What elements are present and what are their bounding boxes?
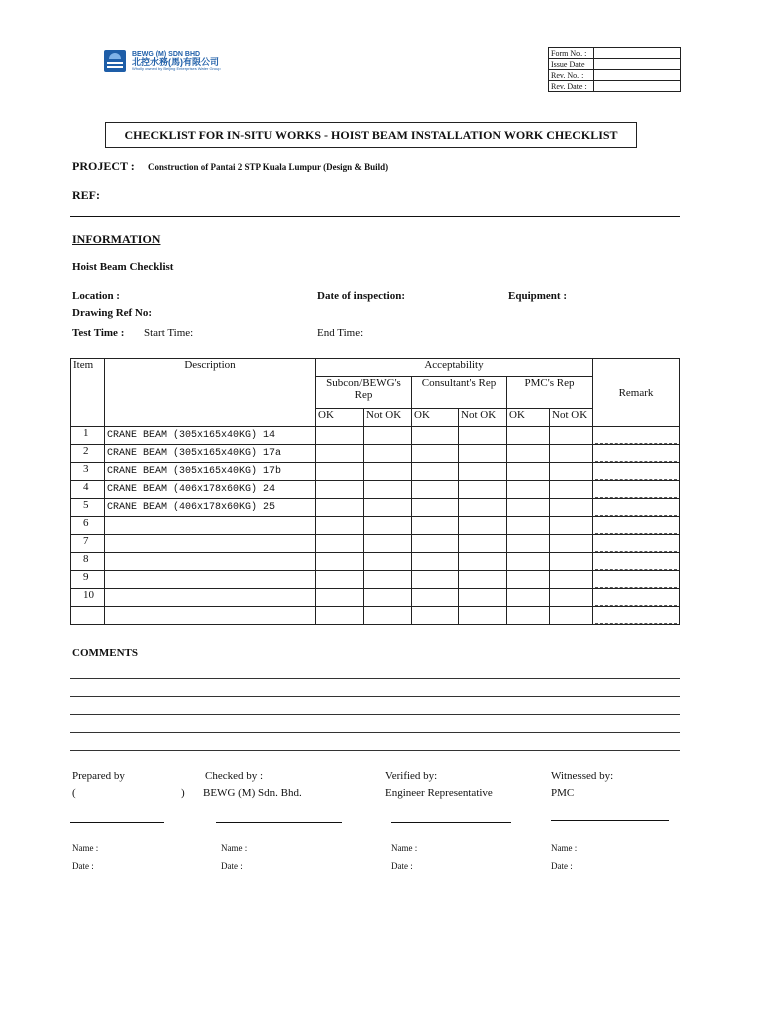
drawing-ref-label: Drawing Ref No:: [72, 307, 153, 319]
row-description: [105, 517, 316, 535]
header-consultant: Consultant's Rep: [412, 377, 507, 409]
not-ok-checkbox-cell[interactable]: [550, 481, 593, 499]
witnessed-by-label: Witnessed by:: [551, 770, 614, 782]
information-subheading: Hoist Beam Checklist: [72, 261, 174, 273]
ok-checkbox-cell[interactable]: [507, 553, 550, 571]
ok-checkbox-cell[interactable]: [412, 571, 459, 589]
issue-date-label: Issue Date: [549, 59, 594, 70]
ok-checkbox-cell[interactable]: [316, 607, 364, 625]
rev-no-label: Rev. No. :: [549, 70, 594, 81]
ok-checkbox-cell[interactable]: [507, 535, 550, 553]
header-ok: OK: [412, 409, 459, 427]
not-ok-checkbox-cell[interactable]: [459, 499, 507, 517]
row-description: [105, 553, 316, 571]
project-value: Construction of Pantai 2 STP Kuala Lumpur (Design & Build): [148, 162, 389, 172]
table-row: [71, 481, 680, 499]
test-time-label: Test Time :: [72, 327, 125, 339]
table-row: [71, 427, 680, 445]
ok-checkbox-cell[interactable]: [412, 445, 459, 463]
prepared-paren-open: (: [72, 787, 76, 799]
not-ok-checkbox-cell[interactable]: [364, 589, 412, 607]
not-ok-checkbox-cell[interactable]: [550, 445, 593, 463]
header-ok: OK: [316, 409, 364, 427]
remark-cell[interactable]: [593, 481, 680, 499]
prepared-signature-line[interactable]: [70, 822, 164, 823]
row-description: CRANE BEAM (406x178x60KG) 25: [105, 499, 316, 517]
ok-checkbox-cell[interactable]: [412, 553, 459, 571]
prepared-by-label: Prepared by: [72, 770, 125, 782]
verified-by-label: Verified by:: [385, 770, 438, 782]
table-row: [71, 463, 680, 481]
ok-checkbox-cell[interactable]: [507, 481, 550, 499]
row-description: CRANE BEAM (305x165x40KG) 17a: [105, 445, 316, 463]
table-row: [71, 571, 680, 589]
row-description: [105, 571, 316, 589]
witnessed-org: PMC: [551, 787, 575, 799]
document-title: CHECKLIST FOR IN-SITU WORKS - HOIST BEAM INSTALLATION WORK CHECKLIST: [105, 122, 637, 148]
water-logo-icon: [104, 50, 126, 72]
table-row: [71, 535, 680, 553]
table-row: [71, 607, 680, 625]
row-item-number: 4: [71, 481, 105, 499]
ok-checkbox-cell[interactable]: [316, 571, 364, 589]
row-description: CRANE BEAM (406x178x60KG) 24: [105, 481, 316, 499]
company-tagline: Wholly owned by Beijing Enterprises Water Group: [132, 66, 221, 72]
not-ok-checkbox-cell[interactable]: [459, 445, 507, 463]
ok-checkbox-cell[interactable]: [316, 481, 364, 499]
header-description: Description: [105, 359, 316, 427]
remark-cell[interactable]: [593, 571, 680, 589]
not-ok-checkbox-cell[interactable]: [364, 607, 412, 625]
checked-org: BEWG (M) Sdn. Bhd.: [203, 787, 302, 799]
ok-checkbox-cell[interactable]: [507, 499, 550, 517]
header-item: Item: [71, 359, 105, 427]
ok-checkbox-cell[interactable]: [507, 445, 550, 463]
not-ok-checkbox-cell[interactable]: [459, 571, 507, 589]
not-ok-checkbox-cell[interactable]: [459, 481, 507, 499]
ok-checkbox-cell[interactable]: [316, 445, 364, 463]
comment-line-1[interactable]: [70, 678, 680, 679]
comment-line-2[interactable]: [70, 696, 680, 697]
not-ok-checkbox-cell[interactable]: [550, 589, 593, 607]
ok-checkbox-cell[interactable]: [316, 463, 364, 481]
not-ok-checkbox-cell[interactable]: [550, 571, 593, 589]
table-row: [71, 553, 680, 571]
issue-date-value[interactable]: [594, 59, 681, 70]
form-no-value[interactable]: [594, 48, 681, 59]
not-ok-checkbox-cell[interactable]: [364, 553, 412, 571]
header-not-ok: Not OK: [550, 409, 593, 427]
not-ok-checkbox-cell[interactable]: [550, 427, 593, 445]
remark-cell[interactable]: [593, 535, 680, 553]
not-ok-checkbox-cell[interactable]: [364, 445, 412, 463]
row-description: CRANE BEAM (305x165x40KG) 14: [105, 427, 316, 445]
row-item-number: 7: [71, 535, 105, 553]
not-ok-checkbox-cell[interactable]: [550, 463, 593, 481]
row-item-number: 1: [71, 427, 105, 445]
ok-checkbox-cell[interactable]: [412, 517, 459, 535]
prepared-date-label: Date :: [72, 861, 94, 871]
not-ok-checkbox-cell[interactable]: [364, 463, 412, 481]
header-subcon: Subcon/BEWG's Rep: [316, 377, 412, 409]
not-ok-checkbox-cell[interactable]: [550, 607, 593, 625]
ok-checkbox-cell[interactable]: [316, 517, 364, 535]
information-heading: INFORMATION: [72, 232, 161, 246]
not-ok-checkbox-cell[interactable]: [364, 481, 412, 499]
ref-label: REF:: [72, 188, 100, 202]
comment-line-3[interactable]: [70, 714, 680, 715]
verified-org: Engineer Representative: [385, 787, 493, 799]
date-of-inspection-label: Date of inspection:: [317, 290, 405, 302]
not-ok-checkbox-cell[interactable]: [459, 589, 507, 607]
form-no-label: Form No. :: [549, 48, 594, 59]
company-logo: [104, 50, 221, 72]
ok-checkbox-cell[interactable]: [507, 607, 550, 625]
witnessed-signature-line[interactable]: [551, 820, 669, 821]
checklist-rows: [71, 427, 680, 625]
not-ok-checkbox-cell[interactable]: [364, 571, 412, 589]
location-label: Location :: [72, 290, 120, 302]
project-label: PROJECT :: [72, 159, 135, 173]
ok-checkbox-cell[interactable]: [412, 463, 459, 481]
ok-checkbox-cell[interactable]: [507, 427, 550, 445]
checked-date-label: Date :: [221, 861, 243, 871]
not-ok-checkbox-cell[interactable]: [459, 517, 507, 535]
company-name-en: BEWG (M) SDN BHD: [132, 50, 201, 58]
rev-no-value[interactable]: [594, 70, 681, 81]
ok-checkbox-cell[interactable]: [412, 427, 459, 445]
row-item-number: [71, 607, 105, 625]
rev-date-value[interactable]: [594, 81, 681, 92]
checklist-table: [70, 358, 680, 625]
not-ok-checkbox-cell[interactable]: [550, 535, 593, 553]
witnessed-name-label: Name :: [551, 843, 578, 853]
ok-checkbox-cell[interactable]: [412, 499, 459, 517]
header-remark: Remark: [593, 359, 680, 427]
comment-line-4[interactable]: [70, 732, 680, 733]
table-row: [71, 499, 680, 517]
not-ok-checkbox-cell[interactable]: [459, 607, 507, 625]
header-not-ok: Not OK: [364, 409, 412, 427]
row-description: [105, 535, 316, 553]
ref-divider: [70, 216, 680, 217]
ok-checkbox-cell[interactable]: [316, 589, 364, 607]
remark-cell[interactable]: [593, 517, 680, 535]
row-description: CRANE BEAM (305x165x40KG) 17b: [105, 463, 316, 481]
row-item-number: 5: [71, 499, 105, 517]
ok-checkbox-cell[interactable]: [316, 535, 364, 553]
ok-checkbox-cell[interactable]: [507, 517, 550, 535]
not-ok-checkbox-cell[interactable]: [459, 427, 507, 445]
company-name-cn: 北控水務(馬)有限公司: [132, 56, 219, 67]
ok-checkbox-cell[interactable]: [316, 427, 364, 445]
table-row: [71, 445, 680, 463]
checked-signature-line[interactable]: [216, 822, 342, 823]
verified-name-label: Name :: [391, 843, 418, 853]
ok-checkbox-cell[interactable]: [412, 535, 459, 553]
header-not-ok: Not OK: [459, 409, 507, 427]
not-ok-checkbox-cell[interactable]: [364, 427, 412, 445]
row-description: [105, 607, 316, 625]
rev-date-label: Rev. Date :: [549, 81, 594, 92]
ok-checkbox-cell[interactable]: [316, 553, 364, 571]
verified-date-label: Date :: [391, 861, 413, 871]
ok-checkbox-cell[interactable]: [412, 481, 459, 499]
remark-cell[interactable]: [593, 427, 680, 445]
comments-heading: COMMENTS: [72, 647, 138, 659]
row-item-number: 3: [71, 463, 105, 481]
not-ok-checkbox-cell[interactable]: [550, 517, 593, 535]
not-ok-checkbox-cell[interactable]: [459, 535, 507, 553]
comment-line-5[interactable]: [70, 750, 680, 751]
not-ok-checkbox-cell[interactable]: [459, 463, 507, 481]
not-ok-checkbox-cell[interactable]: [364, 499, 412, 517]
row-item-number: 6: [71, 517, 105, 535]
remark-cell[interactable]: [593, 607, 680, 625]
checked-name-label: Name :: [221, 843, 248, 853]
header-acceptability: Acceptability: [316, 359, 593, 377]
end-time-label: End Time:: [317, 327, 364, 339]
ok-checkbox-cell[interactable]: [507, 463, 550, 481]
ok-checkbox-cell[interactable]: [412, 589, 459, 607]
not-ok-checkbox-cell[interactable]: [550, 553, 593, 571]
checked-by-label: Checked by :: [205, 770, 264, 782]
header-ok: OK: [507, 409, 550, 427]
remark-cell[interactable]: [593, 499, 680, 517]
remark-cell[interactable]: [593, 463, 680, 481]
table-row: [71, 589, 680, 607]
ok-checkbox-cell[interactable]: [316, 499, 364, 517]
form-meta-table: [548, 47, 681, 92]
row-description: [105, 589, 316, 607]
prepared-name-label: Name :: [72, 843, 99, 853]
not-ok-checkbox-cell[interactable]: [459, 553, 507, 571]
witnessed-date-label: Date :: [551, 861, 573, 871]
not-ok-checkbox-cell[interactable]: [364, 535, 412, 553]
table-row: [71, 517, 680, 535]
prepared-paren-close: ): [181, 787, 185, 799]
ok-checkbox-cell[interactable]: [507, 571, 550, 589]
ok-checkbox-cell[interactable]: [412, 607, 459, 625]
row-item-number: 2: [71, 445, 105, 463]
verified-signature-line[interactable]: [391, 822, 511, 823]
not-ok-checkbox-cell[interactable]: [550, 499, 593, 517]
equipment-label: Equipment :: [508, 290, 567, 302]
remark-cell[interactable]: [593, 553, 680, 571]
remark-cell[interactable]: [593, 445, 680, 463]
not-ok-checkbox-cell[interactable]: [364, 517, 412, 535]
header-pmc: PMC's Rep: [507, 377, 593, 409]
start-time-label: Start Time:: [144, 327, 194, 339]
row-item-number: 8: [71, 553, 105, 571]
row-item-number: 9: [71, 571, 105, 589]
remark-cell[interactable]: [593, 589, 680, 607]
ok-checkbox-cell[interactable]: [507, 589, 550, 607]
row-item-number: 10: [71, 589, 105, 607]
